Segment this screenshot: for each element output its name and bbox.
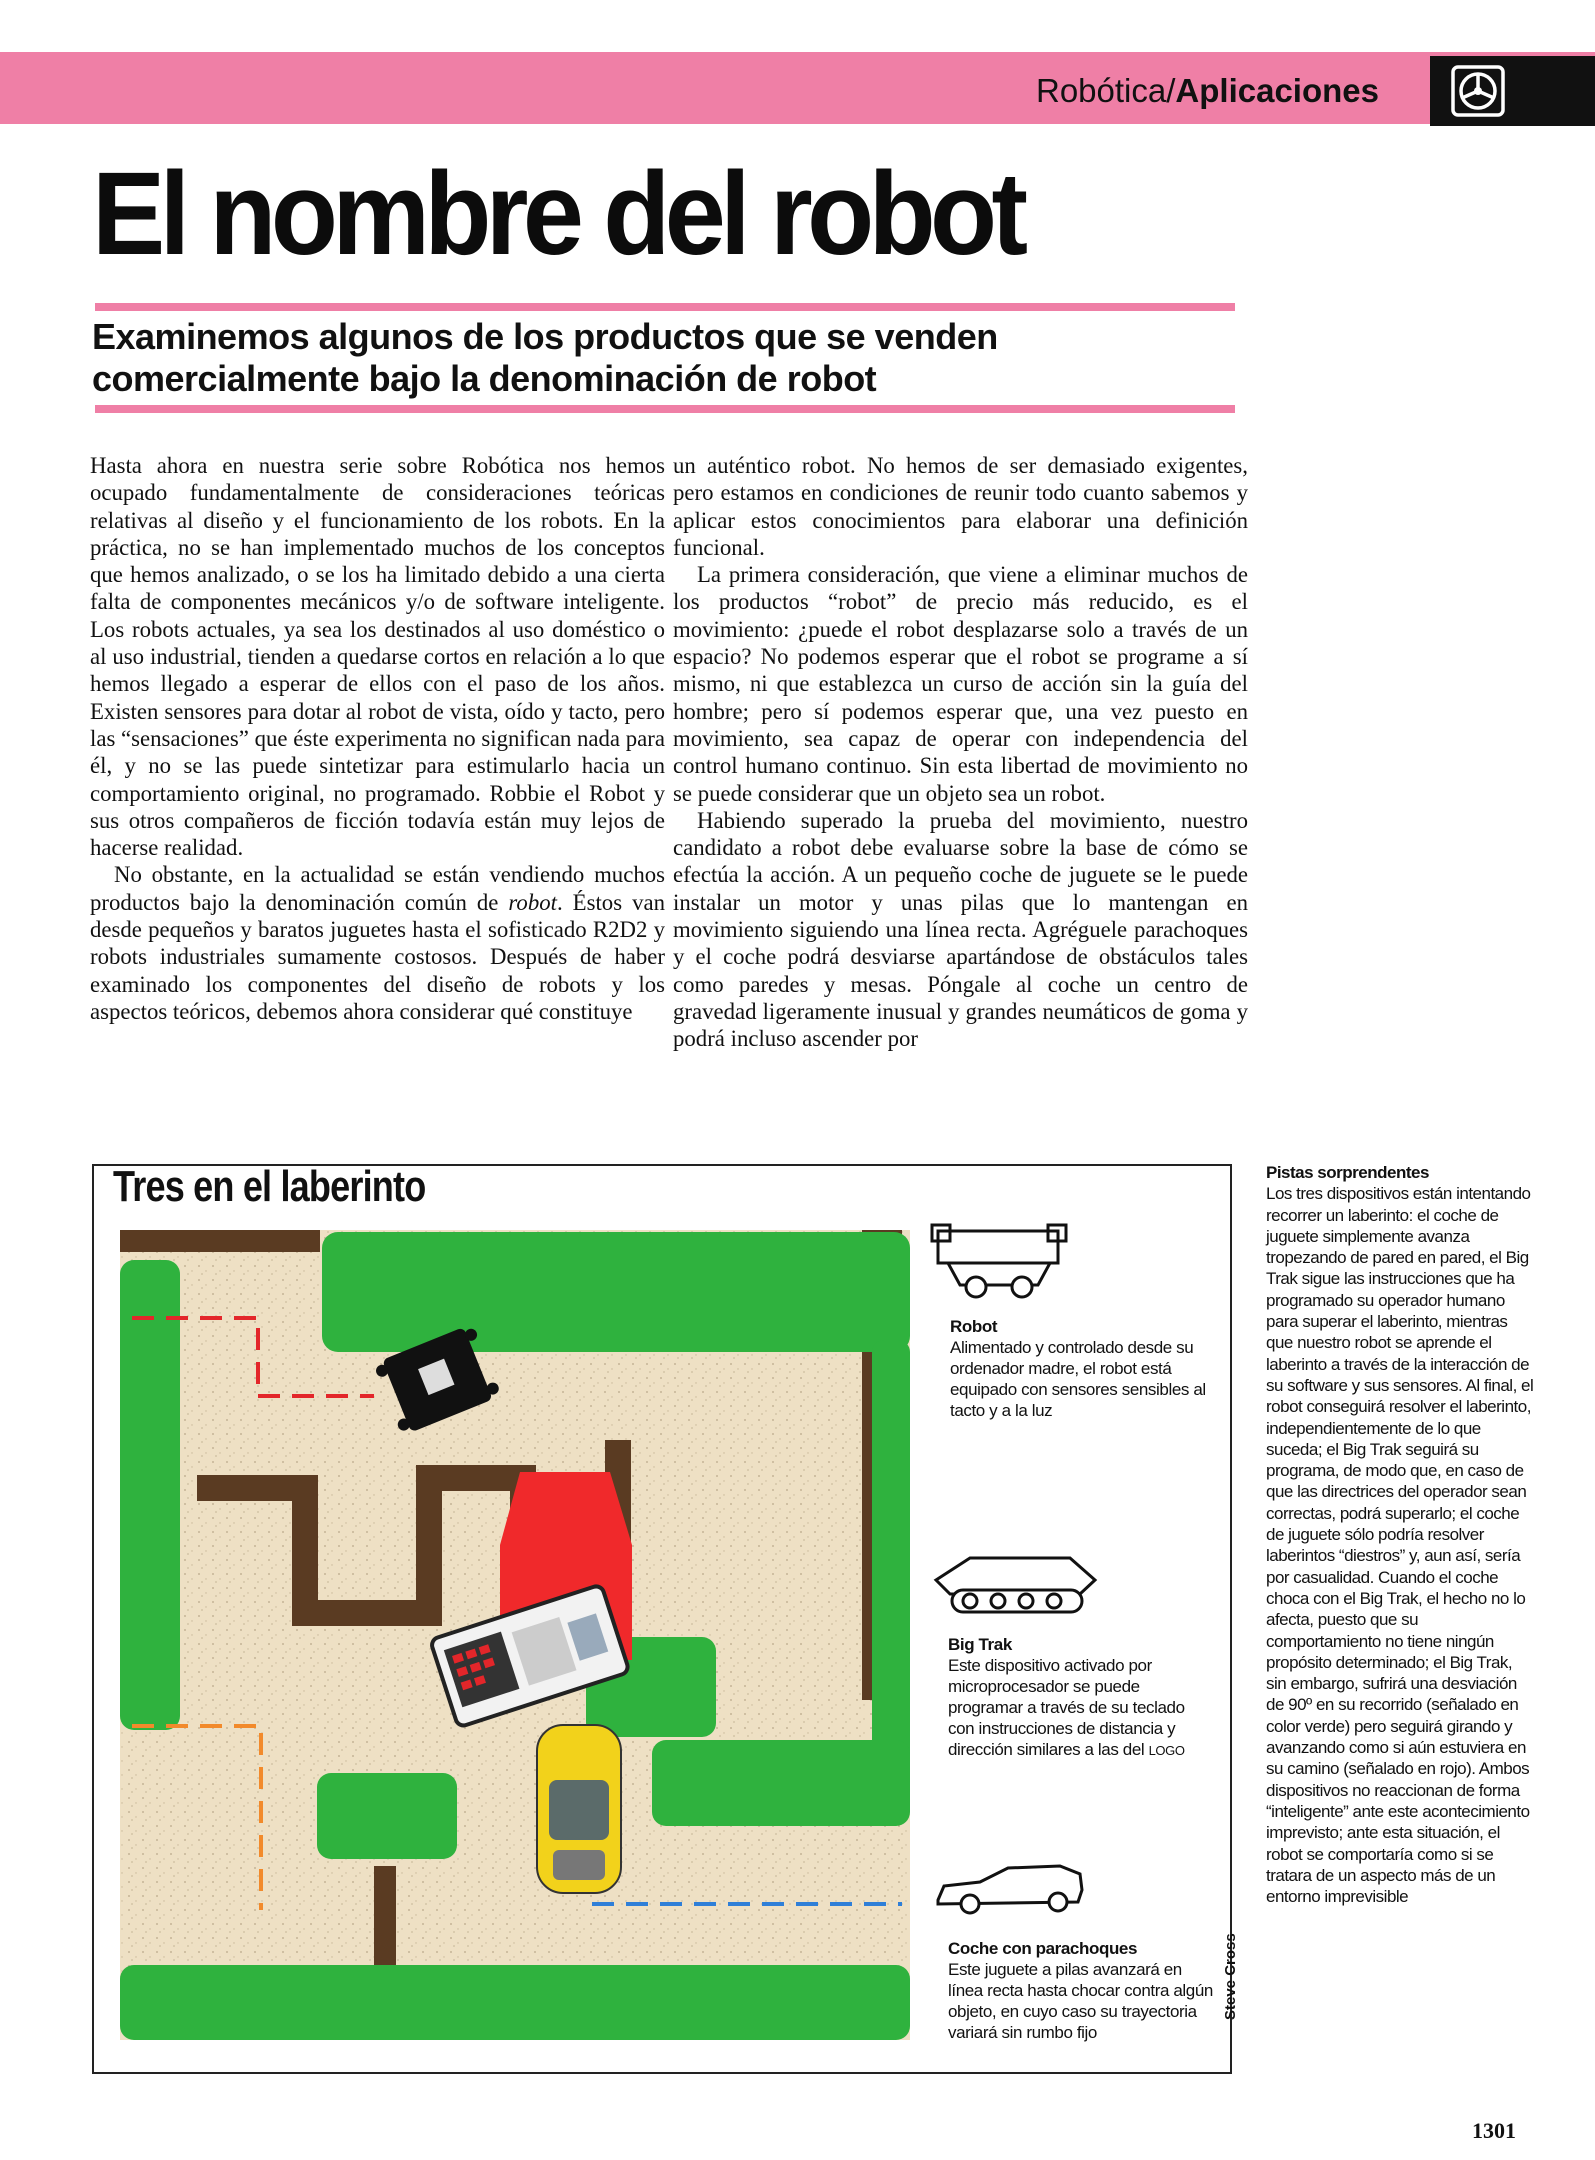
page-number: 1301	[1472, 2118, 1516, 2143]
caption-title: Robot	[950, 1317, 998, 1336]
body-column-left	[90, 452, 665, 1025]
robot-icon	[930, 1223, 1070, 1303]
subtitle	[92, 316, 1232, 400]
caption-title: Big Trak	[948, 1635, 1012, 1654]
title-rule-top	[95, 303, 1235, 311]
caption-text: Este dispositivo activado por microprocesador se puede programar a través de su teclado con instrucciones de distancia y dirección similares a las del	[948, 1656, 1185, 1759]
caption-big-trak	[948, 1634, 1213, 1761]
caption-big-trak-icon-wrap	[930, 1550, 1100, 1625]
paragraph-text: No obstante, en la actualidad se están vendiendo muchos productos bajo la denominación común de	[90, 862, 665, 915]
subtitle-line-1: Examinemos algunos de los productos que se venden	[92, 316, 998, 357]
side-note-text: Los tres dispositivos están intentando recorrer un laberinto: el coche de juguete simplemente avanza tropezando de pared en pared, el Big Trak sigue las instrucciones que ha programado su operador humano para superar el laberinto, mientras que nuestro robot se aprende el laberinto a través de la interacción de su software y sus sensores. Al final, el robot conseguirá resolver el laberinto, independientemente de lo que suceda; el Big Trak seguirá su programa, de modo que, en caso de que las directrices del operador sean correctas, podrá superarlo; el coche de juguete sólo podría resolver laberintos “diestros” y, aun así, sería por casualidad. Cuando el coche choca con el Big Trak, el hecho no lo afecta, puesto que su comportamiento no tiene ningún propósito determinado; el Big Trak, sin embargo, sufrirá una desviación de 90º en su recorrido (señalado en color verde) pero seguirá girando y avanzando como si aún estuviera en su camino (señalado en rojo). Ambos dispositivos no reaccionan de forma “inteligente” ante este acontecimiento imprevisto; ante esta situación, el robot se comportaría como si se tratara de un aspecto más de un entorno imprevisible	[1266, 1184, 1534, 1907]
caption-robot	[950, 1316, 1215, 1421]
paragraph: Habiendo superado la prueba del movimiento, nuestro candidato a robot debe evaluarse sobre la base de cómo se efectúa la acción. A un pequeño coche de juguete se le puede instalar un motor y unas pilas que lo mantengan en movimiento siguiendo una línea recta. Agréguele parachoques y el coche podrá desviarse apartándose de obstáculos tales como paredes y mesas. Póngale al coche un centro de gravedad ligeramente inusual y grandes neumáticos de goma y podrá incluso ascender por	[673, 807, 1248, 1052]
figure-title: Tres en el laberinto	[113, 1162, 426, 1211]
section-header	[1036, 72, 1379, 110]
big-trak-icon	[930, 1550, 1100, 1620]
page-title: El nombre del robot	[92, 148, 1023, 280]
caption-title: Coche con parachoques	[948, 1939, 1138, 1958]
maze-bumper-car	[537, 1725, 621, 1893]
side-note-title: Pistas sorprendentes	[1266, 1163, 1429, 1182]
subtitle-line-2: comercialmente bajo la denominación de robot	[92, 358, 877, 399]
caption-car-icon-wrap	[930, 1860, 1090, 1925]
title-rule-bottom	[95, 405, 1235, 413]
section-name: Robótica/	[1036, 72, 1176, 109]
bumper-car-icon	[930, 1860, 1090, 1920]
paragraph: un auténtico robot. No hemos de ser demasiado exigentes, pero estamos en condiciones de reunir todo cuanto sabemos y aplicar estos conocimientos para elaborar una definición funcional.	[673, 453, 1248, 560]
caption-text: Alimentado y controlado desde su ordenador madre, el robot está equipado con sensores sensibles al tacto y a la luz	[950, 1338, 1206, 1420]
side-note	[1266, 1162, 1534, 1907]
illustration-credit: Steve Cross	[1222, 1933, 1239, 2020]
italic-term: robot	[508, 889, 557, 915]
subsection-name: Aplicaciones	[1175, 72, 1379, 109]
paragraph: Hasta ahora en nuestra serie sobre Robótica nos hemos ocupado fundamentalmente de consideraciones teóricas relativas al diseño y el funcionamiento de los robots. En la práctica, no se han implementado muchos de los conceptos que hemos analizado, o se los ha limitado debido a una cierta falta de componentes mecánicos y/o de software inteligente. Los robots actuales, ya sea los destinados al uso doméstico o al uso industrial, tienden a quedarse cortos en relación a lo que hemos llegado a esperar de ellos con el paso de los años. Existen sensores para dotar al robot de vista, oído y tacto, pero las “sensaciones” que éste experimenta no significan nada para él, y no se las puede sintetizar para estimularlo hacia un comportamiento original, no programado. Robbie el Robot y sus otros compañeros de ficción todavía están muy lejos de hacerse realidad.	[90, 453, 665, 861]
maze-illustration	[112, 1220, 912, 2052]
paragraph: La primera consideración, que viene a eliminar muchos de los productos “robot” de precio más reducido, es el movimiento: ¿puede el robot desplazarse solo a través de un espacio? No podemos esperar que el robot se programe a sí mismo, ni que establezca un curso de acción sin la guía del hombre; pero sí podemos esperar que, una vez puesto en movimiento, sea capaz de operar con independencia del control humano continuo. Sin esta libertad de movimiento no se puede considerar que un objeto sea un robot.	[673, 562, 1248, 806]
caption-text-small: LOGO	[1148, 1743, 1185, 1758]
section-logo	[1430, 56, 1595, 126]
caption-text: Este juguete a pilas avanzará en línea recta hasta chocar contra algún objeto, en cuyo caso su trayectoria variará sin rumbo fijo	[948, 1960, 1213, 2042]
caption-bumper-car	[948, 1938, 1213, 2043]
paragraph	[90, 861, 665, 1025]
steering-wheel-icon	[1450, 64, 1506, 118]
paragraph-text: . Éstos van desde pequeños y baratos juguetes hasta el sofisticado R2D2 y robots industriales sumamente costosos. Después de haber examinado los componentes del diseño de robots y los aspectos teóricos, debemos ahora considerar qué constituye	[90, 889, 665, 1024]
body-column-right	[673, 452, 1248, 1053]
caption-robot-icon-wrap	[930, 1223, 1070, 1308]
